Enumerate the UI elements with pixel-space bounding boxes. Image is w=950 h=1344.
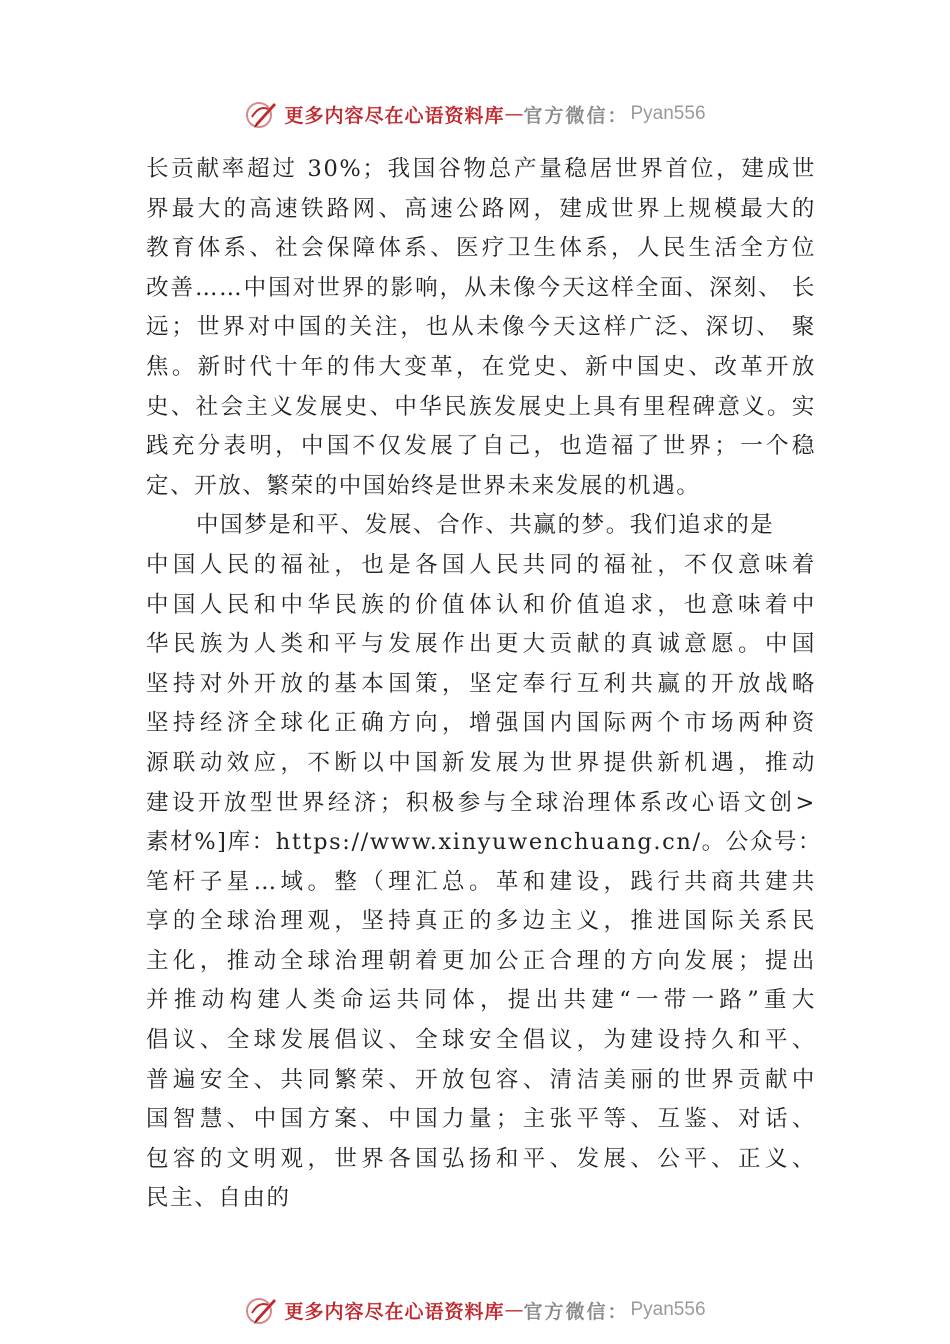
body-line: 远；世界对中国的关注，也从未像今天这样广泛、深切、 聚: [146, 314, 816, 341]
paragraph-start-line: 中国梦是和平、发展、合作、共赢的梦。我们追求的是: [196, 512, 775, 539]
body-line: 享的全球治理观，坚持真正的多边主义，推进国际关系民: [146, 908, 816, 935]
footer-wechat-label: 官方微信：: [523, 1300, 629, 1323]
header-wechat-label: 官方微信：: [523, 104, 629, 127]
body-line: 国智慧、中国方案、中国力量；主张平等、互鉴、对话、: [146, 1106, 816, 1133]
body-line: 界最大的高速铁路网、高速公路网，建成世界上规模最大的: [146, 195, 816, 222]
body-line: 建设开放型世界经济；积极参与全球治理体系改心语文创>: [146, 789, 816, 816]
body-line: 教育体系、社会保障体系、医疗卫生体系，人民生活全方位: [146, 235, 816, 262]
body-line: 坚持经济全球化正确方向，增强国内国际两个市场两种资: [146, 710, 816, 737]
body-line: 并推动构建人类命运共同体，提出共建“一带一路”重大: [146, 987, 816, 1014]
pen-logo-icon: [244, 97, 278, 131]
footer-banner: [0, 1290, 950, 1330]
footer-separator: —: [504, 1299, 524, 1321]
body-line: 主化，推动全球治理朝着更加公正合理的方向发展；提出: [146, 947, 816, 974]
header-wechat-id: Pyan556: [630, 103, 706, 124]
body-line: 华民族为人类和平与发展作出更大贡献的真诚意愿。中国: [146, 631, 816, 658]
body-line: 长贡献率超过 30%；我国谷物总产量稳居世界首位，建成世: [146, 156, 816, 182]
body-line: 素材%]库：https://www.xinyuwenchuang.cn/。公众号：: [146, 829, 823, 856]
body-line: 改善……中国对世界的影响，从未像今天这样全面、深刻、 长: [146, 274, 816, 301]
body-line: 包容的文明观，世界各国弘扬和平、发展、公平、正义、: [146, 1145, 816, 1172]
body-line: 源联动效应，不断以中国新发展为世界提供新机遇，推动: [146, 749, 816, 776]
header-brand-text: 更多内容尽在心语资料库: [284, 104, 505, 127]
body-line: 普遍安全、共同繁荣、开放包容、清洁美丽的世界贡献中: [146, 1066, 816, 1093]
header-banner: [0, 94, 950, 134]
header-separator: —: [504, 103, 524, 125]
body-line: 中国人民的福祉，也是各国人民共同的福祉，不仅意味着: [146, 551, 816, 578]
body-line: 践充分表明，中国不仅发展了自己，也造福了世界；一个稳: [146, 433, 816, 460]
footer-wechat-id: Pyan556: [630, 1299, 706, 1320]
body-line: 倡议、全球发展倡议、全球安全倡议，为建设持久和平、: [146, 1027, 816, 1054]
body-line: 中国人民和中华民族的价值体认和价值追求，也意味着中: [146, 591, 816, 618]
pen-logo-icon: [244, 1293, 278, 1327]
footer-brand-text: 更多内容尽在心语资料库: [284, 1300, 505, 1323]
body-line: 焦。新时代十年的伟大变革，在党史、新中国史、改革开放: [146, 353, 816, 380]
document-body: [146, 150, 823, 1219]
body-line: 定、开放、繁荣的中国始终是世界未来发展的机遇。: [146, 472, 701, 499]
body-line: 史、社会主义发展史、中华民族发展史上具有里程碑意义。实: [146, 393, 816, 420]
body-line: 笔杆子星…域。整（理汇总。革和建设，践行共商共建共: [146, 868, 816, 895]
body-line: 民主、自由的: [146, 1185, 291, 1212]
body-line: 坚持对外开放的基本国策，坚定奉行互利共赢的开放战略: [146, 670, 816, 697]
